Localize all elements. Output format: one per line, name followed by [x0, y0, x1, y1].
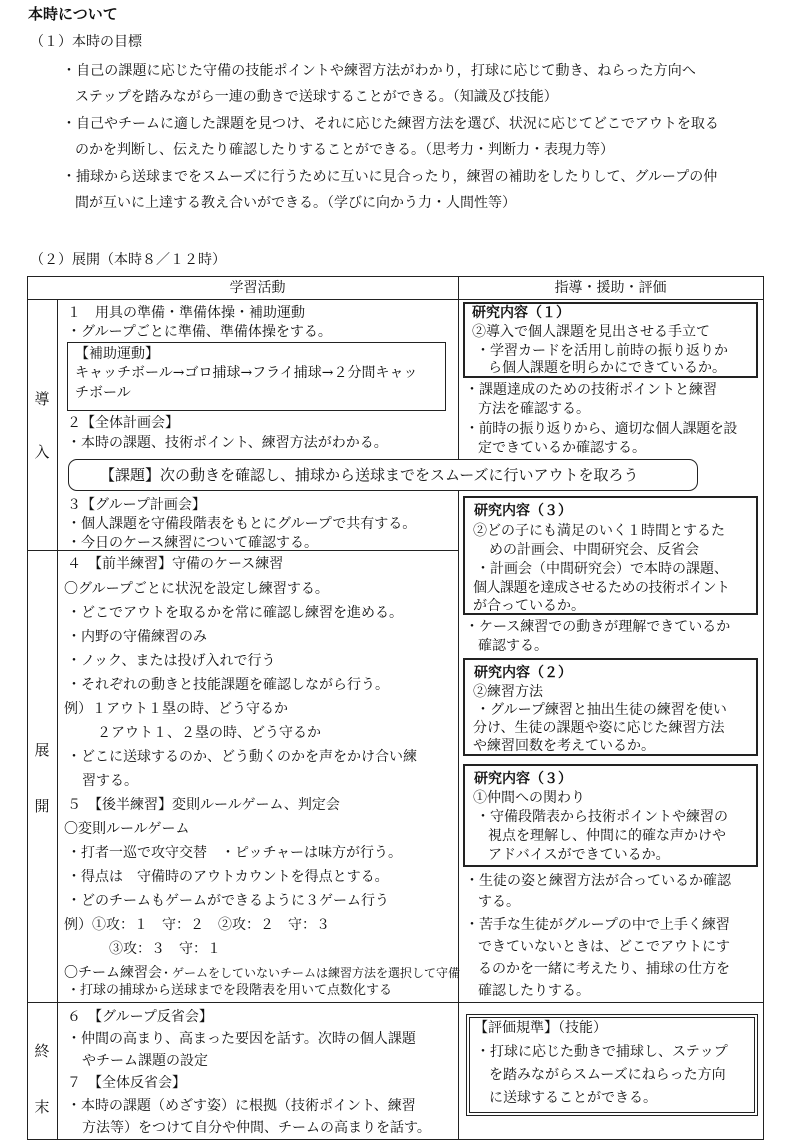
guidance-column-divider: [458, 276, 459, 1140]
phase-intro-char-1: 導: [34, 390, 50, 408]
table-bottom-border: [27, 1139, 764, 1140]
table-top-border: [27, 276, 764, 277]
activity-text: ・打球の捕球から送球までを段階表を用いて点数化する: [67, 983, 393, 998]
activity-text: ・個人課題を守備段階表をもとにグループで共有する。: [67, 516, 417, 532]
activity-text: ・ノック、または投げ入れで行う: [67, 653, 276, 669]
development-heading: （２）展開（本時８／１２時）: [30, 252, 226, 268]
research-box-1-text: ら個人課題を明らかにできているか。: [488, 360, 726, 376]
activity-text: ・本時の課題、技術ポイント、練習方法がわかる。: [67, 435, 388, 451]
guidance-text: ・前時の振り返りから、適切な個人課題を設: [465, 421, 737, 437]
goal-item-2-line-1: ・自己やチームに適した課題を見つけ、それに応じた練習方法を選び、状況に応じてどこでアウトを取る: [62, 116, 719, 132]
phase-column-divider: [57, 299, 58, 1140]
research-box-1-title: 研究内容（１）: [472, 305, 570, 321]
research-box-1-text: ・学習カードを活用し前時の振り返りか: [476, 343, 728, 359]
activity-text: ・どこでアウトを取るかを常に確認し練習を進める。: [67, 605, 403, 621]
activity-text: ・打者一巡で攻守交替 ・ピッチャーは味方が行う。: [67, 845, 403, 861]
guidance-text: ・生徒の姿と練習方法が合っているか確認: [465, 873, 731, 889]
guidance-text: 方法を確認する。: [478, 401, 590, 417]
phase-divider-develop-end: [27, 1002, 764, 1003]
activity-text: やチーム課題の設定: [82, 1053, 208, 1069]
activity-text: 〇グループごとに状況を設定し練習する。: [64, 581, 329, 597]
activity-text: 〇チーム練習会: [64, 965, 162, 981]
column-header-activity: 学習活動: [229, 280, 286, 296]
activity-example: ２アウト１、２塁の時、どう守るか: [97, 725, 321, 741]
research-box-3-text: ・グループ練習と抽出生徒の練習を使い: [476, 702, 727, 718]
goal-item-1-line-1: ・自己の課題に応じた守備の技能ポイントや練習方法がわかり，打球に応じて動き、ねらった方向へ: [62, 63, 696, 79]
activity-step-6: ６ 【グループ反省会】: [67, 1009, 213, 1025]
research-box-3-title: 研究内容（２）: [474, 665, 572, 681]
column-header-guidance: 指導・援助・評価: [554, 280, 667, 296]
aux-exercise-text: キャッチボール→ゴロ捕球→フライ捕球→２分間キャッ: [75, 365, 418, 381]
activity-step-7: ７ 【全体反省会】: [67, 1075, 186, 1091]
activity-text: ・ゲームをしていないチームは練習方法を選択して守備: [160, 966, 461, 980]
research-box-3-text: 分け、生徒の課題や姿に応じた練習方法: [473, 720, 725, 736]
research-box-2-text: ②どの子にも満足のいく１時間とするた: [473, 523, 725, 539]
activity-text: 習する。: [82, 773, 138, 789]
aux-exercise-text: チボール: [75, 385, 131, 401]
guidance-text: 確認する。: [478, 638, 548, 654]
research-box-3-text: ②練習方法: [473, 684, 543, 700]
research-box-1-text: ②導入で個人課題を見出させる手立て: [472, 324, 710, 340]
activity-example: 例）①攻：１ 守：２ ②攻：２ 守：３: [64, 917, 330, 933]
guidance-text: 定できているか確認する。: [478, 440, 646, 456]
phase-end-char-2: 末: [34, 1098, 50, 1116]
research-box-2-text: めの計画会、中間研究会、反省会: [489, 542, 699, 558]
phase-intro-char-2: 入: [34, 443, 50, 461]
table-right-border: [763, 276, 764, 1140]
activity-text: ・仲間の高まり、高まった要因を話す。次時の個人課題: [67, 1031, 416, 1047]
research-box-4-title: 研究内容（３）: [474, 771, 572, 787]
activity-text: ・どのチームもゲームができるように３ゲーム行う: [67, 893, 389, 909]
phase-develop-char-1: 展: [34, 741, 50, 759]
guidance-text: ・ケース練習での動きが理解できているか: [465, 619, 731, 635]
goal-item-3-line-1: ・捕球から送球までをスムーズに行うために互いに見合ったり，練習の補助をしたりして、グループの仲: [62, 169, 718, 185]
evaluation-criteria-text: ・打球に応じた動きで捕球し、ステップ: [476, 1044, 728, 1060]
activity-text: 〇変則ルールゲーム: [64, 821, 190, 837]
guidance-text: ・苦手な生徒がグループの中で上手く練習: [465, 917, 730, 933]
goal-item-1-line-2: ステップを踏みながら一連の動きで送球することができる。（知識及び技能）: [75, 89, 558, 105]
research-box-4-text: ①仲間への関わり: [473, 790, 585, 806]
phase-end-char-1: 終: [34, 1042, 50, 1060]
activity-text: ・グループごとに準備、準備体操をする。: [67, 324, 332, 340]
activity-text: ・それぞれの動きと技能課題を確認しながら行う。: [67, 677, 389, 693]
research-box-2-text: 個人課題を達成させるための技術ポイント: [473, 580, 730, 596]
activity-step-4: ４ 【前半練習】守備のケース練習: [67, 556, 284, 572]
page-title: 本時について: [28, 5, 118, 23]
activity-text: ・内野の守備練習のみ: [67, 629, 207, 645]
guidance-text: るのかを一緒に考えたり、捕球の仕方を: [478, 961, 730, 977]
activity-example: ③攻：３ 守：１: [109, 941, 221, 957]
guidance-text: する。: [478, 894, 520, 910]
guidance-text: できていないときは、どこでアウトにす: [478, 939, 730, 955]
research-box-3-text: や練習回数を考えているか。: [473, 738, 655, 754]
activity-text: ・どこに送球するのか、どう動くのかを声をかけ合い練: [67, 749, 417, 765]
goal-item-2-line-2: のかを判断し、伝えたり確認したりすることができる。（思考力・判断力・表現力等）: [75, 142, 614, 158]
activity-step-2: ２【全体計画会】: [67, 415, 179, 431]
evaluation-criteria-title: 【評価規準】（技能）: [474, 1020, 607, 1036]
goals-heading: （１）本時の目標: [30, 34, 142, 50]
activity-step-3: ３【グループ計画会】: [67, 497, 206, 513]
goal-item-3-line-2: 間が互いに上達する教え合いができる。（学びに向かう力・人間性等）: [75, 195, 516, 211]
evaluation-criteria-text: に送球することができる。: [489, 1090, 657, 1106]
activity-text: ・今日のケース練習について確認する。: [67, 535, 319, 551]
guidance-text: 確認したりする。: [478, 983, 590, 999]
activity-text: ・本時の課題（めざす姿）に根拠（技術ポイント、練習: [67, 1098, 416, 1114]
phase-develop-char-2: 開: [34, 797, 50, 815]
research-box-2-title: 研究内容（３）: [474, 503, 572, 519]
research-box-2-text: が合っているか。: [473, 598, 585, 614]
activity-step-1: １ 用具の準備・準備体操・補助運動: [67, 305, 305, 321]
research-box-4-text: アドバイスができているか。: [488, 847, 670, 863]
activity-step-5: ５ 【後半練習】変則ルールゲーム、判定会: [67, 797, 340, 813]
research-box-4-text: 視点を理解し、仲間に的確な声かけや: [488, 828, 726, 844]
activity-example: 例）１アウト１塁の時、どう守るか: [64, 701, 288, 717]
activity-text: 方法等）をつけて自分や仲間、チームの高まりを話す。: [82, 1120, 431, 1136]
activity-text: ・得点は 守備時のアウトカウントを得点とする。: [67, 869, 389, 885]
lesson-theme: 【課題】次の動きを確認し、捕球から送球までをスムーズに行いアウトを取ろう: [100, 466, 639, 484]
research-box-4-text: ・守備段階表から技術ポイントや練習の: [476, 809, 728, 825]
evaluation-criteria-text: を踏みながらスムーズにねらった方向: [489, 1067, 726, 1083]
aux-exercise-title: 【補助運動】: [75, 346, 159, 362]
research-box-2-text: ・計画会（中間研究会）で本時の課題、: [476, 561, 728, 577]
guidance-text: ・課題達成のための技術ポイントと練習: [465, 382, 717, 398]
table-header-divider: [27, 299, 764, 300]
